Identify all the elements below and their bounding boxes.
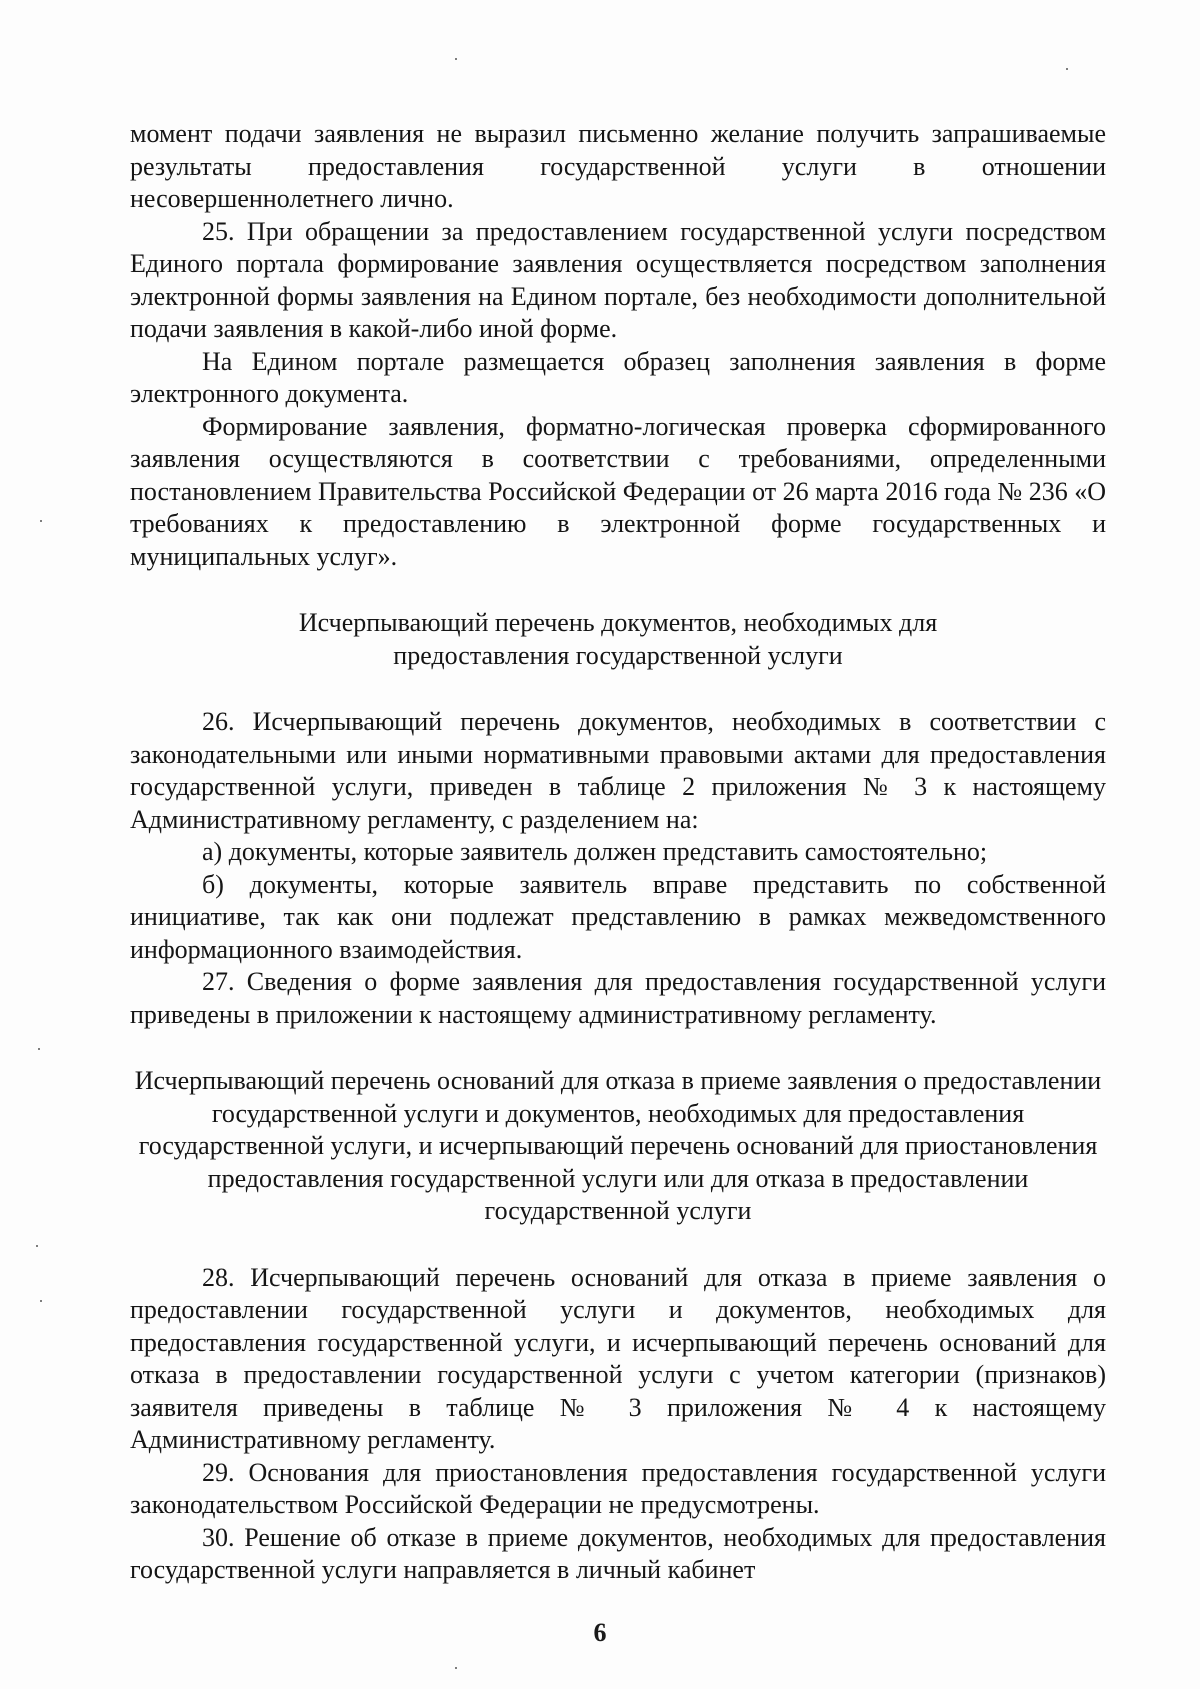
document-body bbox=[130, 118, 1106, 1587]
scan-speck bbox=[455, 58, 457, 60]
paragraph-28: 28. Исчерпывающий перечень оснований для отказа в приеме заявления о предоставлении государственной услуги и документов, необходимых для предоставления государственной услуги, и исчерпывающий перечень оснований для отказа в предоставлении государственной услуги с учетом категории (признаков) заявителя приведены в таблице № 3 приложения № 4 к настоящему Административному регламенту. bbox=[130, 1262, 1106, 1454]
paragraph-30: 30. Решение об отказе в приеме документов, необходимых для предоставления государственной услуги направляется в личный кабинет bbox=[130, 1522, 1106, 1584]
scan-speck bbox=[38, 1048, 40, 1050]
paragraph-sample-form: На Едином портале размещается образец заполнения заявления в форме электронного документа. bbox=[130, 346, 1106, 408]
paragraph-26-a: а) документы, которые заявитель должен представить самостоятельно; bbox=[202, 837, 988, 866]
paragraph-27: 27. Сведения о форме заявления для предоставления государственной услуги приведены в приложении к настоящему административному регламенту. bbox=[130, 967, 1106, 1029]
paragraph-29: 29. Основания для приостановления предоставления государственной услуги законодательством Российской Федерации не предусмотрены. bbox=[130, 1457, 1106, 1519]
scan-speck bbox=[40, 1300, 42, 1302]
paragraph-continuation: момент подачи заявления не выразил письменно желание получить запрашиваемые результаты предоставления государственной услуги в отношении несовершеннолетнего лично. bbox=[130, 119, 1106, 213]
section-heading-refusal-grounds: Исчерпывающий перечень оснований для отказа в приеме заявления о предоставлении государственной услуги и документов, необходимых для предоставления государственной услуги, и исчерпывающий перечень оснований для приостановления предоставления государственной услуги или для отказа в предоставлении государственной услуги bbox=[134, 1066, 1102, 1225]
scan-speck bbox=[36, 1245, 38, 1247]
paragraph-format-check: Формирование заявления, форматно-логическая проверка сформированного заявления осуществляются в соответствии с требованиями, определенными постановлением Правительства Российской Федерации от 26 марта 2016 года № 236 «О требованиях к предоставлению в электронной форме государственных и муниципальных услуг». bbox=[130, 411, 1106, 571]
paragraph-26: 26. Исчерпывающий перечень документов, необходимых в соответствии с законодательными или иными нормативными правовыми актами для предоставления государственной услуги, приведен в таблице 2 приложения № 3 к настоящему Административному регламенту, с разделением на: bbox=[130, 707, 1106, 834]
paragraph-25: 25. При обращении за предоставлением государственной услуги посредством Единого портала формирование заявления осуществляется посредством заполнения электронной формы заявления на Едином портале, без необходимости дополнительной подачи заявления в какой-либо иной форме. bbox=[130, 216, 1106, 343]
scan-speck bbox=[1066, 68, 1068, 70]
paragraph-26-b: б) документы, которые заявитель вправе представить по собственной инициативе, так как они подлежат представлению в рамках межведомственного информационного взаимодействия. bbox=[130, 869, 1106, 964]
scan-speck bbox=[455, 1667, 457, 1669]
section-heading-documents: Исчерпывающий перечень документов, необходимых для предоставления государственной услуги bbox=[298, 608, 938, 670]
page-number: 6 bbox=[593, 1618, 607, 1647]
scan-speck bbox=[40, 520, 42, 522]
